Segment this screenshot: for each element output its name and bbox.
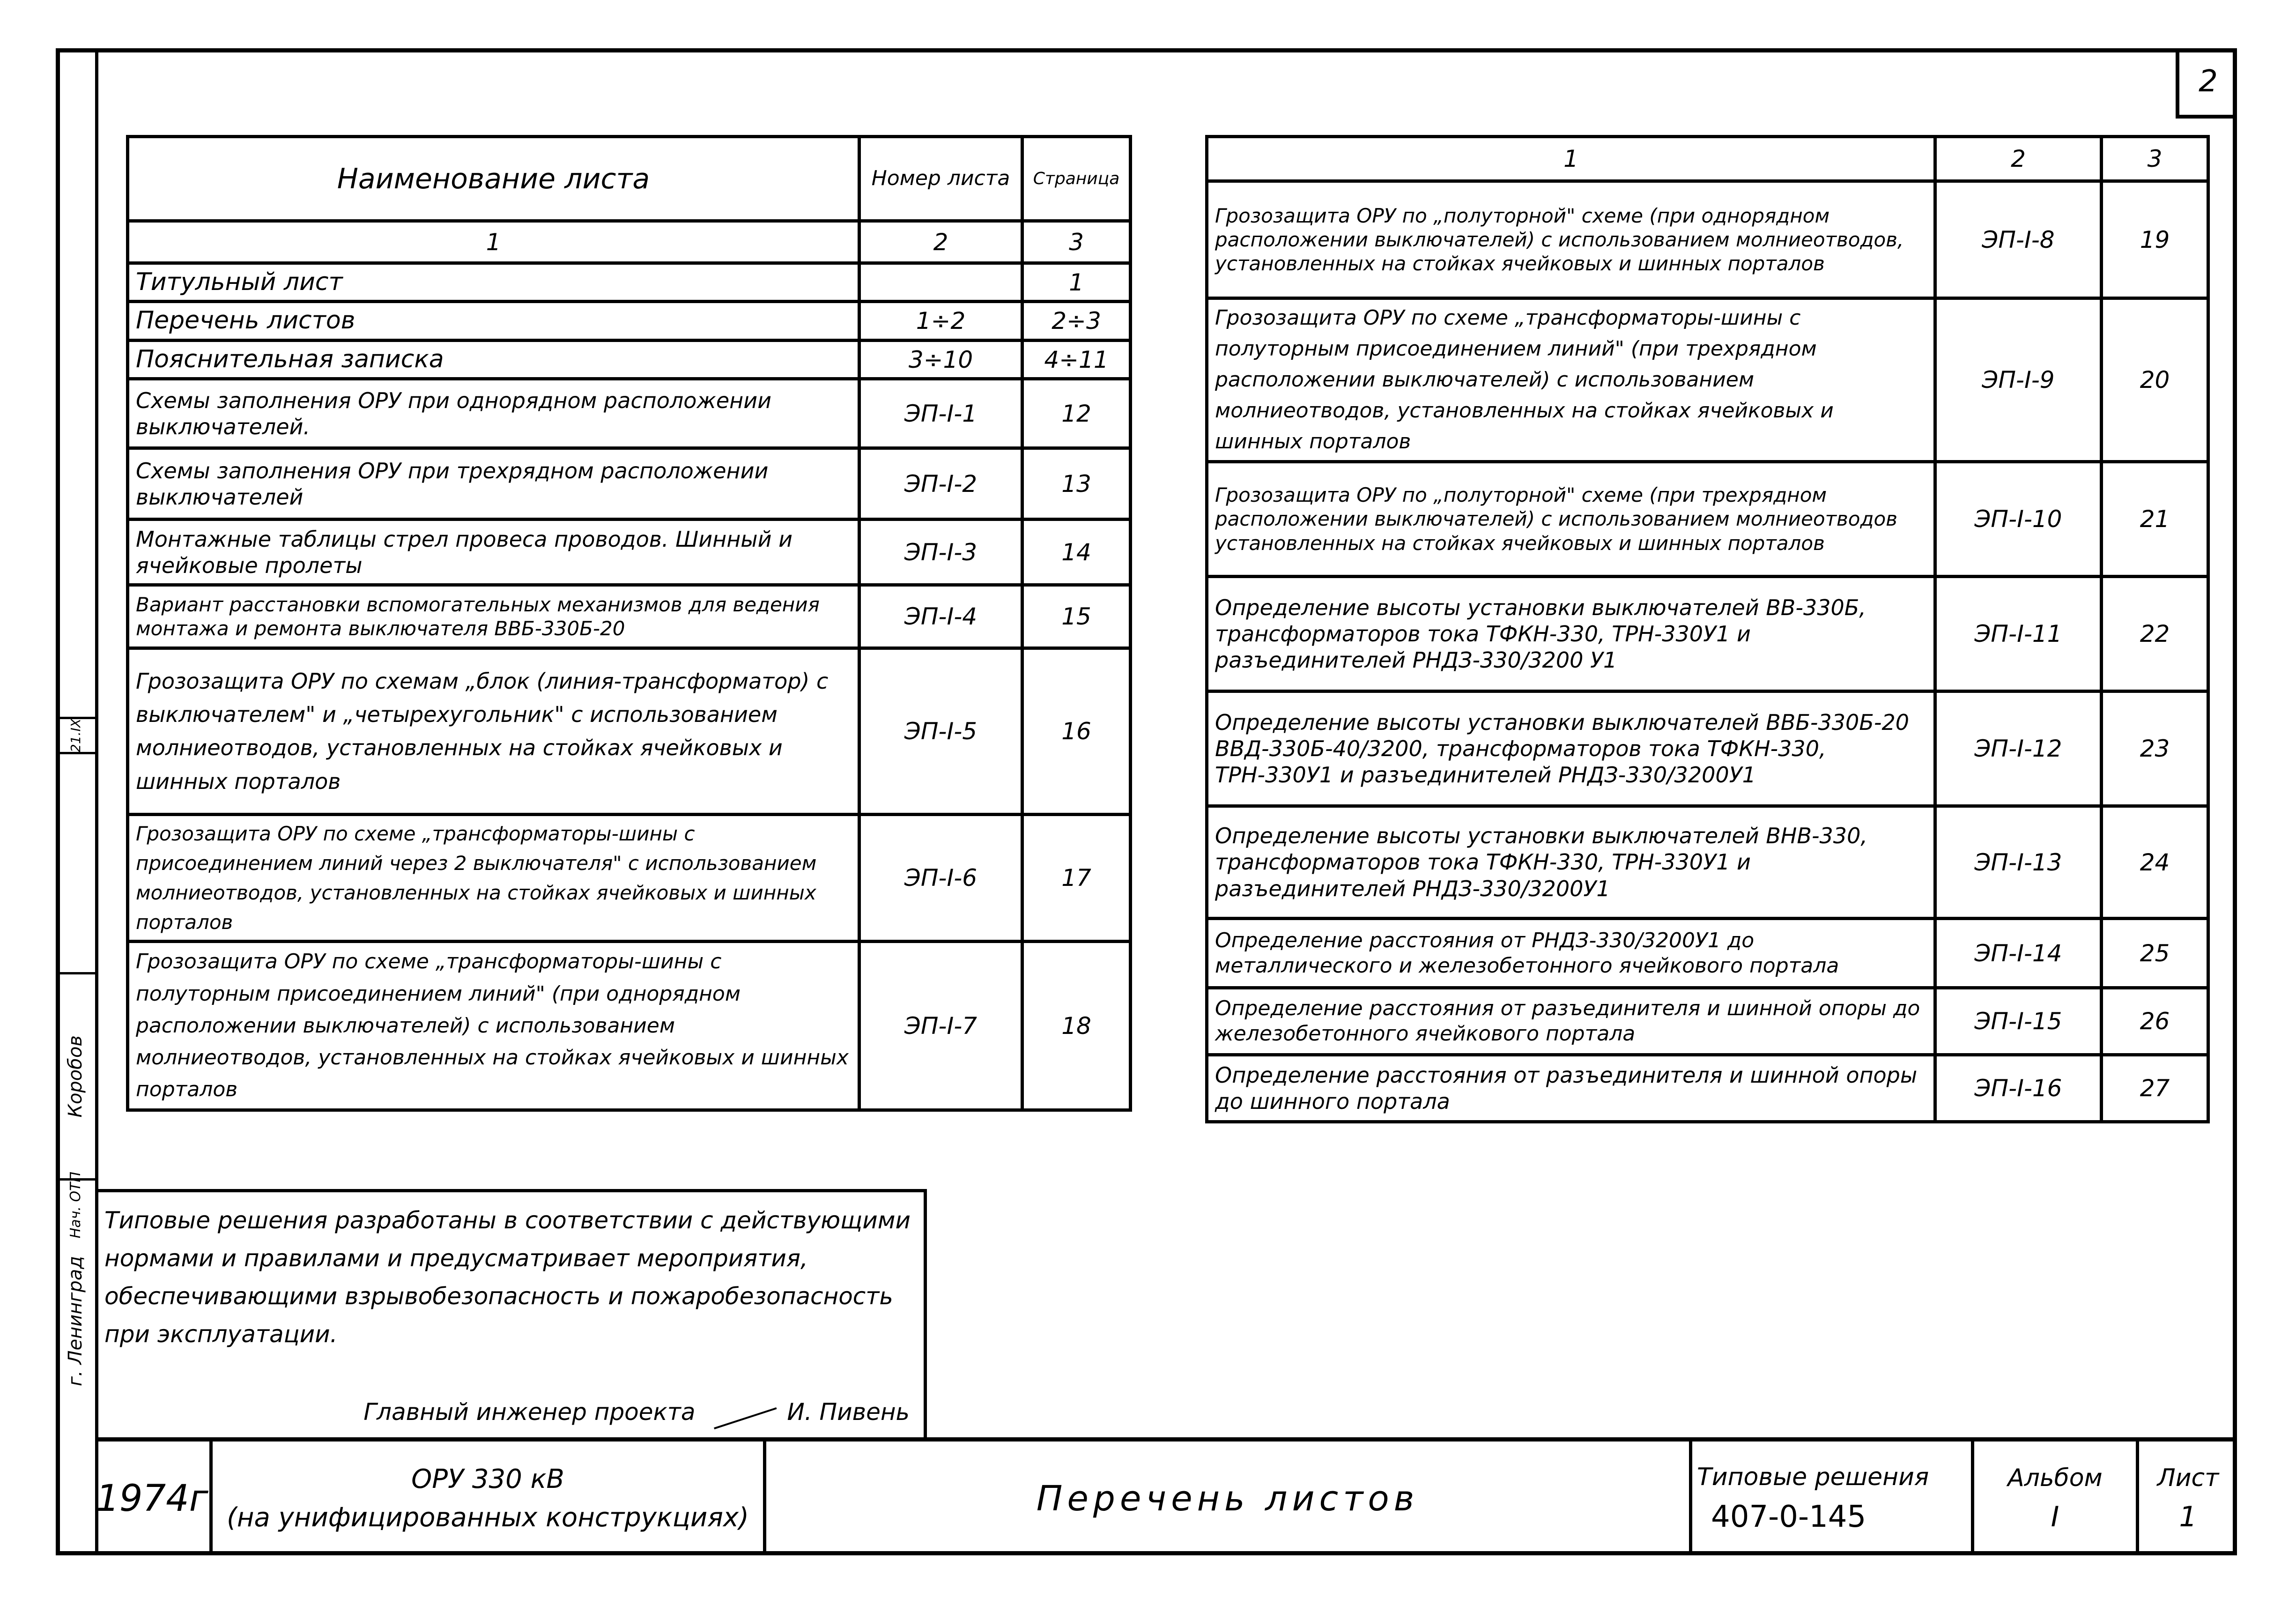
title-series-cell [1692, 1442, 1974, 1555]
row-name: Грозозащита ОРУ по „полуторной" схеме (при однорядном расположении выключателей) с использованием молниеотводов, установленных на стойках ячейковых и шинных порталов [1207, 181, 1935, 298]
row-page: 20 [2102, 298, 2208, 462]
table-row [128, 379, 1131, 448]
row-name: Схемы заполнения ОРУ при трехрядном расположении выключателей [128, 448, 859, 520]
row-sheet-no: ЭП-I-2 [859, 448, 1022, 520]
series-value: 407-0-145 [1711, 1499, 1866, 1534]
row-sheet-no: ЭП-I-10 [1935, 462, 2102, 577]
row-name: Грозозащита ОРУ по схеме „трансформаторы-шины с полуторным присоединением линий" (при трехрядном расположении выключателей) с использованием молниеотводов, установленных на стойках ячейковых и шинных порталов [1207, 298, 1935, 462]
row-name: Определение расстояния от разъединителя и шинной опоры до железобетонного ячейкового портала [1207, 988, 1935, 1055]
row-page: 15 [1022, 585, 1131, 648]
table-header-row [128, 137, 1131, 221]
row-page: 19 [2102, 181, 2208, 298]
title-sheet-cell [2139, 1442, 2237, 1555]
title-block [95, 1437, 2237, 1555]
row-sheet-no: ЭП-I-13 [1935, 806, 2102, 919]
col-number-2: 2 [859, 221, 1022, 263]
margin-name-1: Коробов [65, 1035, 86, 1118]
title-year: 1974г [96, 1477, 208, 1520]
album-label: Альбом [2007, 1464, 2103, 1492]
column-number-row [128, 221, 1131, 263]
row-page: 16 [1022, 648, 1131, 815]
row-sheet-no: ЭП-I-1 [859, 379, 1022, 448]
page-number: 2 [2199, 64, 2218, 99]
row-page: 17 [1022, 815, 1131, 942]
note-box [95, 1189, 927, 1440]
col-number-3: 3 [2102, 137, 2208, 181]
row-page: 14 [1022, 520, 1131, 585]
row-name: Определение высоты установки выключателей ВНВ-330, трансформаторов тока ТФКН-330, ТРН-330У1 и разъединителей РНДЗ-330/3200У1 [1207, 806, 1935, 919]
table-row [1207, 181, 2208, 298]
table-row [128, 942, 1131, 1110]
row-page: 27 [2102, 1055, 2208, 1122]
header-sheet-no: Номер листа [859, 137, 1022, 221]
row-sheet-no [859, 263, 1022, 302]
margin-name-cell [56, 972, 95, 1178]
row-name: Определение расстояния от разъединителя и шинной опоры до шинного портала [1207, 1055, 1935, 1122]
table-row [1207, 462, 2208, 577]
row-sheet-no: ЭП-I-4 [859, 585, 1022, 648]
table-row [128, 302, 1131, 340]
title-album-cell [1974, 1442, 2139, 1555]
table-row [1207, 691, 2208, 806]
header-name: Наименование листа [128, 137, 859, 221]
row-name: Перечень листов [128, 302, 859, 340]
title-object-line1: ОРУ 330 кВ [411, 1464, 564, 1495]
margin-date-cell [56, 717, 95, 754]
series-label: Типовые решения [1697, 1463, 1929, 1491]
col-number-1: 1 [1207, 137, 1935, 181]
row-name: Монтажные таблицы стрел провеса проводов. Шинный и ячейковые пролеты [128, 520, 859, 585]
table-row [1207, 806, 2208, 919]
row-page: 18 [1022, 942, 1131, 1110]
header-page: Страница [1022, 137, 1131, 221]
row-sheet-no: ЭП-I-7 [859, 942, 1022, 1110]
signature-mark-icon [705, 1381, 777, 1429]
note-text: Типовые решения разработаны в соответствии с действующими нормами и правилами и предусматривает мероприятия, обеспечивающими взрывобезопасность и пожаробезопасность при эксплуатации. [104, 1207, 911, 1348]
table-row [128, 815, 1131, 942]
row-sheet-no: ЭП-I-11 [1935, 577, 2102, 691]
row-sheet-no: ЭП-I-14 [1935, 919, 2102, 988]
signature-name: И. Пивень [787, 1398, 910, 1426]
sheet-value: 1 [2179, 1500, 2197, 1533]
row-sheet-no: 3÷10 [859, 340, 1022, 379]
row-name: Грозозащита ОРУ по схемам „блок (линия-трансформатор) с выключателем" и „четырехугольник" с использованием молниеотводов, установленных на стойках ячейковых и шинных порталов [128, 648, 859, 815]
table-row [1207, 298, 2208, 462]
col-number-1: 1 [128, 221, 859, 263]
row-sheet-no: ЭП-I-9 [1935, 298, 2102, 462]
table-row [1207, 919, 2208, 988]
table-row [1207, 1055, 2208, 1122]
table-row [1207, 577, 2208, 691]
signature-role: Главный инженер проекта [363, 1398, 696, 1426]
row-page: 12 [1022, 379, 1131, 448]
row-sheet-no: ЭП-I-16 [1935, 1055, 2102, 1122]
row-page: 2÷3 [1022, 302, 1131, 340]
table-row [128, 340, 1131, 379]
row-page: 23 [2102, 691, 2208, 806]
row-name: Определение высоты установки выключателей ВВБ-330Б-20 ВВД-330Б-40/3200, трансформаторов тока ТФКН-330, ТРН-330У1 и разъединителей РНДЗ-330/3200У1 [1207, 691, 1935, 806]
table-row [128, 585, 1131, 648]
margin-date: 21.IX [67, 719, 83, 752]
row-name: Схемы заполнения ОРУ при однорядном расположении выключателей. [128, 379, 859, 448]
row-name: Определение расстояния от РНДЗ-330/3200У1 до металлического и железобетонного ячейкового портала [1207, 919, 1935, 988]
col-number-2: 2 [1935, 137, 2102, 181]
row-sheet-no: ЭП-I-15 [1935, 988, 2102, 1055]
title-sheet-name-cell [766, 1442, 1692, 1555]
row-page: 25 [2102, 919, 2208, 988]
row-sheet-no: ЭП-I-3 [859, 520, 1022, 585]
row-name: Титульный лист [128, 263, 859, 302]
row-name: Грозозащита ОРУ по схеме „трансформаторы-шины с присоединением линий через 2 выключателя" с использованием молниеотводов, установленных на стойках ячейковых и шинных порталов [128, 815, 859, 942]
title-year-cell [95, 1442, 213, 1555]
row-name: Грозозащита ОРУ по схеме „трансформаторы-шины с полуторным присоединением линий" (при однорядном расположении выключателей) с использованием молниеотводов, установленных на стойках ячейковых и шинных порталов [128, 942, 859, 1110]
row-sheet-no: ЭП-I-6 [859, 815, 1022, 942]
margin-role-cell [56, 1172, 95, 1239]
title-object-line2: (на унифицированных конструкциях) [227, 1502, 749, 1533]
title-object-cell [213, 1442, 766, 1555]
row-page: 21 [2102, 462, 2208, 577]
row-sheet-no: ЭП-I-5 [859, 648, 1022, 815]
row-page: 24 [2102, 806, 2208, 919]
row-sheet-no: ЭП-I-8 [1935, 181, 2102, 298]
table-row [1207, 988, 2208, 1055]
row-name: Определение высоты установки выключателей ВВ-330Б, трансформаторов тока ТФКН-330, ТРН-330У1 и разъединителей РНДЗ-330/3200 У1 [1207, 577, 1935, 691]
row-page: 13 [1022, 448, 1131, 520]
sheet-label: Лист [2157, 1464, 2219, 1492]
table-row [128, 520, 1131, 585]
album-value: I [2051, 1500, 2059, 1533]
row-page: 26 [2102, 988, 2208, 1055]
column-number-row [1207, 137, 2208, 181]
row-name: Пояснительная записка [128, 340, 859, 379]
margin-role-1: Нач. ОТП [67, 1172, 84, 1239]
row-sheet-no: ЭП-I-12 [1935, 691, 2102, 806]
margin-city: г. Ленинград [65, 1256, 86, 1386]
table-row [128, 448, 1131, 520]
row-page: 4÷11 [1022, 340, 1131, 379]
row-name: Грозозащита ОРУ по „полуторной" схеме (при трехрядном расположении выключателей) с использованием молниеотводов установленных на стойках ячейковых и шинных порталов [1207, 462, 1935, 577]
left-sheet-table [126, 135, 1132, 1112]
col-number-3: 3 [1022, 221, 1131, 263]
signature-line [363, 1390, 910, 1431]
sheet-title: Перечень листов [1036, 1478, 1419, 1519]
row-page: 22 [2102, 577, 2208, 691]
table-row [128, 648, 1131, 815]
row-page: 1 [1022, 263, 1131, 302]
table-row [128, 263, 1131, 302]
row-sheet-no: 1÷2 [859, 302, 1022, 340]
page-number-box [2176, 48, 2237, 119]
right-sheet-table [1205, 135, 2210, 1123]
row-name: Вариант расстановки вспомогательных механизмов для ведения монтажа и ремонта выключателя ВВБ-330Б-20 [128, 585, 859, 648]
